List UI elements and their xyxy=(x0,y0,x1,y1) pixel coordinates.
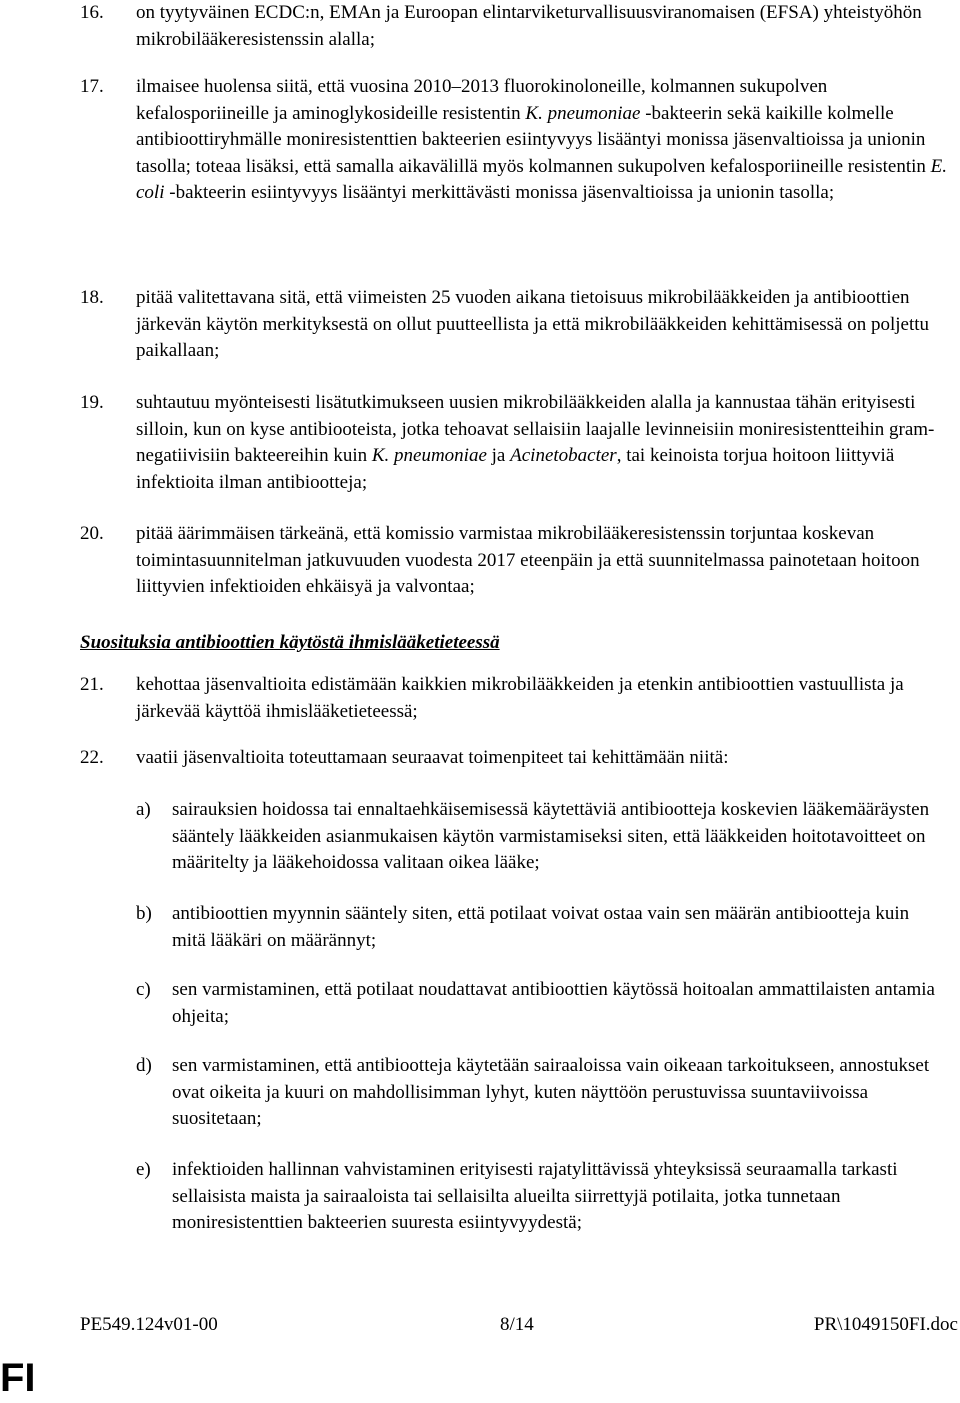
section-heading: Suosituksia antibioottien käytöstä ihmislääketieteessä xyxy=(80,632,500,653)
paragraph-16 xyxy=(80,0,958,53)
subitem-label: b) xyxy=(136,903,152,924)
subitem-label: c) xyxy=(136,979,151,1000)
paragraph-number: 18. xyxy=(80,287,104,308)
subitem-d xyxy=(136,1053,936,1133)
subitem-text: infektioiden hallinnan vahvistaminen erityisesti rajatylittävissä yhteyksissä seuraamalla tarkasti sellaisista maista ja sairaaloista tai sellaisilta alueilta siirrettyjä potilaita, jotka tunnetaan moniresistenttien bakteerien suuresta esiintyvyydestä; xyxy=(172,1159,898,1233)
subitem-text: sairauksien hoidossa tai ennaltaehkäisemisessä käytettäviä antibiootteja koskevien lääkemääräysten sääntely lääkkeiden asianmukaisen käytön varmistamiseksi siten, että lääkkeiden hoitotavoitteet on määritelty ja lääkehoidossa valitaan oikea lääke; xyxy=(172,799,930,873)
document-id: PE549.124v01-00 xyxy=(80,1314,218,1335)
paragraph-17 xyxy=(80,74,958,207)
file-reference: PR\1049150FI.doc xyxy=(813,1314,958,1335)
paragraph-number: 19. xyxy=(80,392,104,413)
paragraph-number: 22. xyxy=(80,747,104,768)
subitem-label: d) xyxy=(136,1055,152,1076)
paragraph-text: on tyytyväinen ECDC:n, EMAn ja Euroopan elintarviketurvallisuusviranomaisen (EFSA) yhteistyöhön mikrobilääkeresistenssin alalla; xyxy=(136,2,922,50)
subitem-label: e) xyxy=(136,1159,151,1180)
subitem-text: sen varmistaminen, että antibiootteja käytetään sairaaloissa vain oikeaan tarkoitukseen, annostukset ovat oikeita ja kuuri on mahdollisimman lyhyt, kuten näyttöön perustuvissa suuntaviivoissa suositetaan; xyxy=(172,1055,930,1129)
paragraph-text: ilmaisee huolensa siitä, että vuosina 2010–2013 fluorokinoloneille, kolmannen sukupolven kefalosporiineille ja aminoglykosideille resistentin K. pneumoniae -bakteerin sekä kaikille kolmelle antibioottiryhmälle moniresistenttien bakteerien esiintyvyys lisääntyi monissa jäsenvaltioissa ja unionin tasolla; toteaa lisäksi, että samalla aikavälillä myös kolmannen sukupolven kefalosporiineille resistentin E. coli -bakteerin esiintyvyys lisääntyi merkittävästi monissa jäsenvaltioissa ja unionin tasolla; xyxy=(136,76,947,203)
paragraph-number: 16. xyxy=(80,2,104,23)
page-number: 8/14 xyxy=(500,1314,534,1335)
paragraph-text: pitää valitettavana sitä, että viimeisten 25 vuoden aikana tietoisuus mikrobilääkkeiden ja antibioottien järkevän käytön merkityksestä on ollut puutteellista ja että mikrobilääkkeiden kehittämisessä on poljettu paikallaan; xyxy=(136,287,930,361)
paragraph-21 xyxy=(80,672,958,725)
subitem-e xyxy=(136,1157,936,1237)
page-footer xyxy=(80,1312,958,1340)
subitem-text: sen varmistaminen, että potilaat noudattavat antibioottien käytössä hoitoalan ammattilaisten antamia ohjeita; xyxy=(172,979,935,1027)
subitem-c xyxy=(136,977,936,1030)
paragraph-19 xyxy=(80,390,958,496)
species-name: K. pneumoniae xyxy=(525,102,641,124)
species-name: Acinetobacter xyxy=(510,445,617,466)
subitem-label: a) xyxy=(136,799,151,820)
subitem-a xyxy=(136,797,936,877)
paragraph-22 xyxy=(80,745,958,772)
paragraph-text: pitää äärimmäisen tärkeänä, että komissio varmistaa mikrobilääkeresistenssin torjuntaa koskevan toimintasuunnitelman jatkuvuuden vuodesta 2017 eteenpäin ja että suunnitelmassa painotetaan hoitoon liittyvien infektioiden ehkäisyä ja valvontaa; xyxy=(136,523,920,597)
language-code: FI xyxy=(0,1356,36,1400)
paragraph-number: 21. xyxy=(80,674,104,695)
paragraph-text: kehottaa jäsenvaltioita edistämään kaikkien mikrobilääkkeiden ja etenkin antibioottien vastuullista ja järkevää käyttöä ihmislääketieteessä; xyxy=(136,674,904,722)
subitem-b xyxy=(136,901,936,954)
paragraph-number: 20. xyxy=(80,523,104,544)
paragraph-text: vaatii jäsenvaltioita toteuttamaan seuraavat toimenpiteet tai kehittämään niitä: xyxy=(136,747,729,768)
species-name: K. pneumoniae xyxy=(371,445,487,466)
paragraph-text: suhtautuu myönteisesti lisätutkimukseen uusien mikrobilääkkeiden alalla ja kannustaa tähän erityisesti silloin, kun on kyse antibiooteista, jotka tehoavat sellaisiin laajalle levinneisiin moniresistentteihin gram-negatiivisiin bakteereihin kuin K. pneumoniae ja Acinetobacter, tai keinoista torjua hoitoon liittyviä infektioita ilman antibiootteja; xyxy=(136,392,935,493)
paragraph-20 xyxy=(80,521,958,601)
subitem-text: antibioottien myynnin sääntely siten, että potilaat voivat ostaa vain sen määrän antibiootteja kuin mitä lääkäri on määrännyt; xyxy=(172,903,910,951)
paragraph-number: 17. xyxy=(80,76,104,97)
species-name: E. coli xyxy=(136,155,947,203)
paragraph-18 xyxy=(80,285,958,365)
